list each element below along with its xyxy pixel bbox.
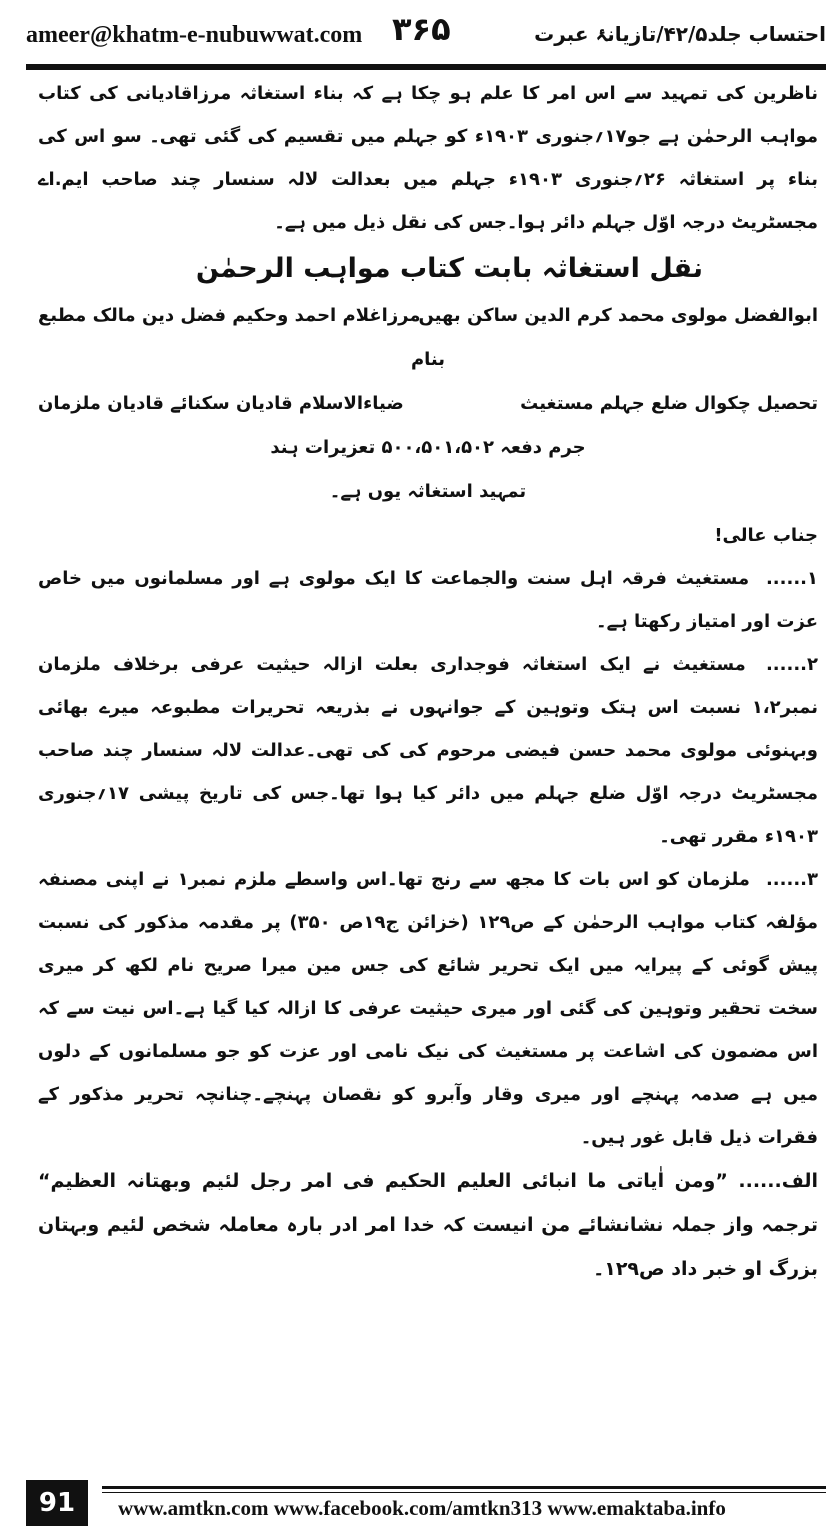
parties-row xyxy=(38,294,818,338)
item-number: ۳...... xyxy=(765,869,818,890)
quote-translation: ترجمہ واز جملہ نشانشائے من انیست کہ خدا امر ادر بارہ معاملہ شخص لئیم وبہتان بزرگ او خبر داد ص۱۲۹۔ xyxy=(38,1214,818,1280)
list-item xyxy=(38,643,818,858)
place-accused: ضیاءالاسلام قادیان سکنائے قادیان ملزمان xyxy=(38,393,404,414)
header-page-number: ۳۶۵ xyxy=(392,10,451,48)
item-number: ۲...... xyxy=(765,654,818,675)
charge-line: جرم دفعہ ۵۰۰،۵۰۱،۵۰۲ تعزیرات ہند xyxy=(270,437,586,458)
item-text: مستغیث نے ایک استغاثہ فوجداری بعلت ازالہ حیثیت عرفی برخلاف ملزمان نمبر۱،۲ نسبت اس ہتک وتوہین کے جوانہوں نے بذریعہ تحریرات مطبوعہ میرے بھائی وبہنوئی مولوی محمد حسن فیضی مرحوم کی کی تھی۔عدالت لالہ سنسار چند صاحب مجسٹریٹ درجہ اوّل ضلع جہلم میں دائر کیا ہوا تھا۔جس کی تاریخ پیشی ۱۷؍جنوری ۱۹۰۳ء مقرر تھی۔ xyxy=(38,654,818,847)
list-item xyxy=(38,858,818,1159)
intro-paragraph: ناظرین کی تمہید سے اس امر کا علم ہو چکا ہے کہ بناء استغاثہ مرزاقادیانی کی کتاب مواہب الرحمٰن ہے جو۱۷؍جنوری ۱۹۰۳ء کو جہلم میں تقسیم کی گئی تھی۔ سو اس کی بناء پر استغاثہ ۲۶؍جنوری ۱۹۰۳ء جہلم میں بعدالت لالہ سنسار چند صاحب ایم.اے مجسٹریٹ درجہ اوّل جہلم دائر ہوا۔جس کی نقل ذیل میں ہے۔ xyxy=(38,83,818,233)
party-complainant: ابوالفضل مولوی محمد کرم الدین ساکن بھیں xyxy=(418,305,818,326)
page-header xyxy=(26,10,826,60)
place-complainant: تحصیل چکوال ضلع جہلم مستغیث xyxy=(520,393,818,414)
section-title: نقل استغاثہ بابت کتاب مواہب الرحمٰن xyxy=(195,253,703,284)
quote-label: الف...... xyxy=(738,1170,818,1192)
item-text: مستغیث فرقہ اہل سنت والجماعت کا ایک مولوی ہے اور مسلمانوں میں خاص عزت اور امتیاز رکھتا ہے۔ xyxy=(38,568,818,632)
footer-urls: www.amtkn.com www.facebook.com/amtkn313 www.emaktaba.info xyxy=(118,1496,726,1520)
item-number: ۱...... xyxy=(765,568,818,589)
footer-rule-thin xyxy=(102,1492,826,1493)
list-item xyxy=(38,557,818,643)
banam-line: بنام xyxy=(410,349,446,370)
preamble-line: تمہید استغاثہ یوں ہے۔ xyxy=(329,481,527,502)
item-text: ملزمان کو اس بات کا مجھ سے رنج تھا۔اس واسطے ملزم نمبر۱ نے اپنی مصنفہ مؤلفہ کتاب مواہب الرحمٰن کے ص۱۲۹ (خزائن ج۱۹ص ۳۵۰) پر مقدمہ مذکور کی نسبت پیش گوئی کے پیرایہ میں ایک تحریر شائع کی جس مین میرا صریح نام لکھ کر میری سخت تحقیر وتوہین کی گئی اور میری حیثیت عرفی کا ازالہ کیا گیا ہے۔اس نیت سے کہ اس مضمون کی اشاعت پر مستغیث کی نیک نامی اور عزت کو جو مسلمانوں کے دلوں میں ہے صدمہ پہنچے اور میری وقار وآبرو کو نقصان پہنچے۔چنانچہ تحریر مذکور کے فقرات ذیل قابل غور ہیں۔ xyxy=(38,869,819,1148)
salutation: جناب عالی! xyxy=(714,525,818,546)
places-row xyxy=(38,382,818,426)
page-body xyxy=(38,72,818,1472)
footer-rule-thick xyxy=(102,1486,826,1489)
quote-paragraph xyxy=(38,1159,818,1291)
party-accused: مرزاغلام احمد وحکیم فضل دین مالک مطبع xyxy=(38,305,421,326)
quote-arabic: ”ومن اٰیاتی ما انبائی العلیم الحکیم فی امر رجل لئیم وبھتانہ العظیم“ xyxy=(38,1170,728,1192)
footer-page-number: 91 xyxy=(26,1480,88,1526)
header-email: ameer@khatm-e-nubuwwat.com xyxy=(26,22,363,48)
header-rule xyxy=(26,64,826,70)
page-footer xyxy=(26,1480,826,1536)
header-running-title: احتساب جلد۴۲/۵/تازیانۂ عبرت xyxy=(534,22,826,46)
